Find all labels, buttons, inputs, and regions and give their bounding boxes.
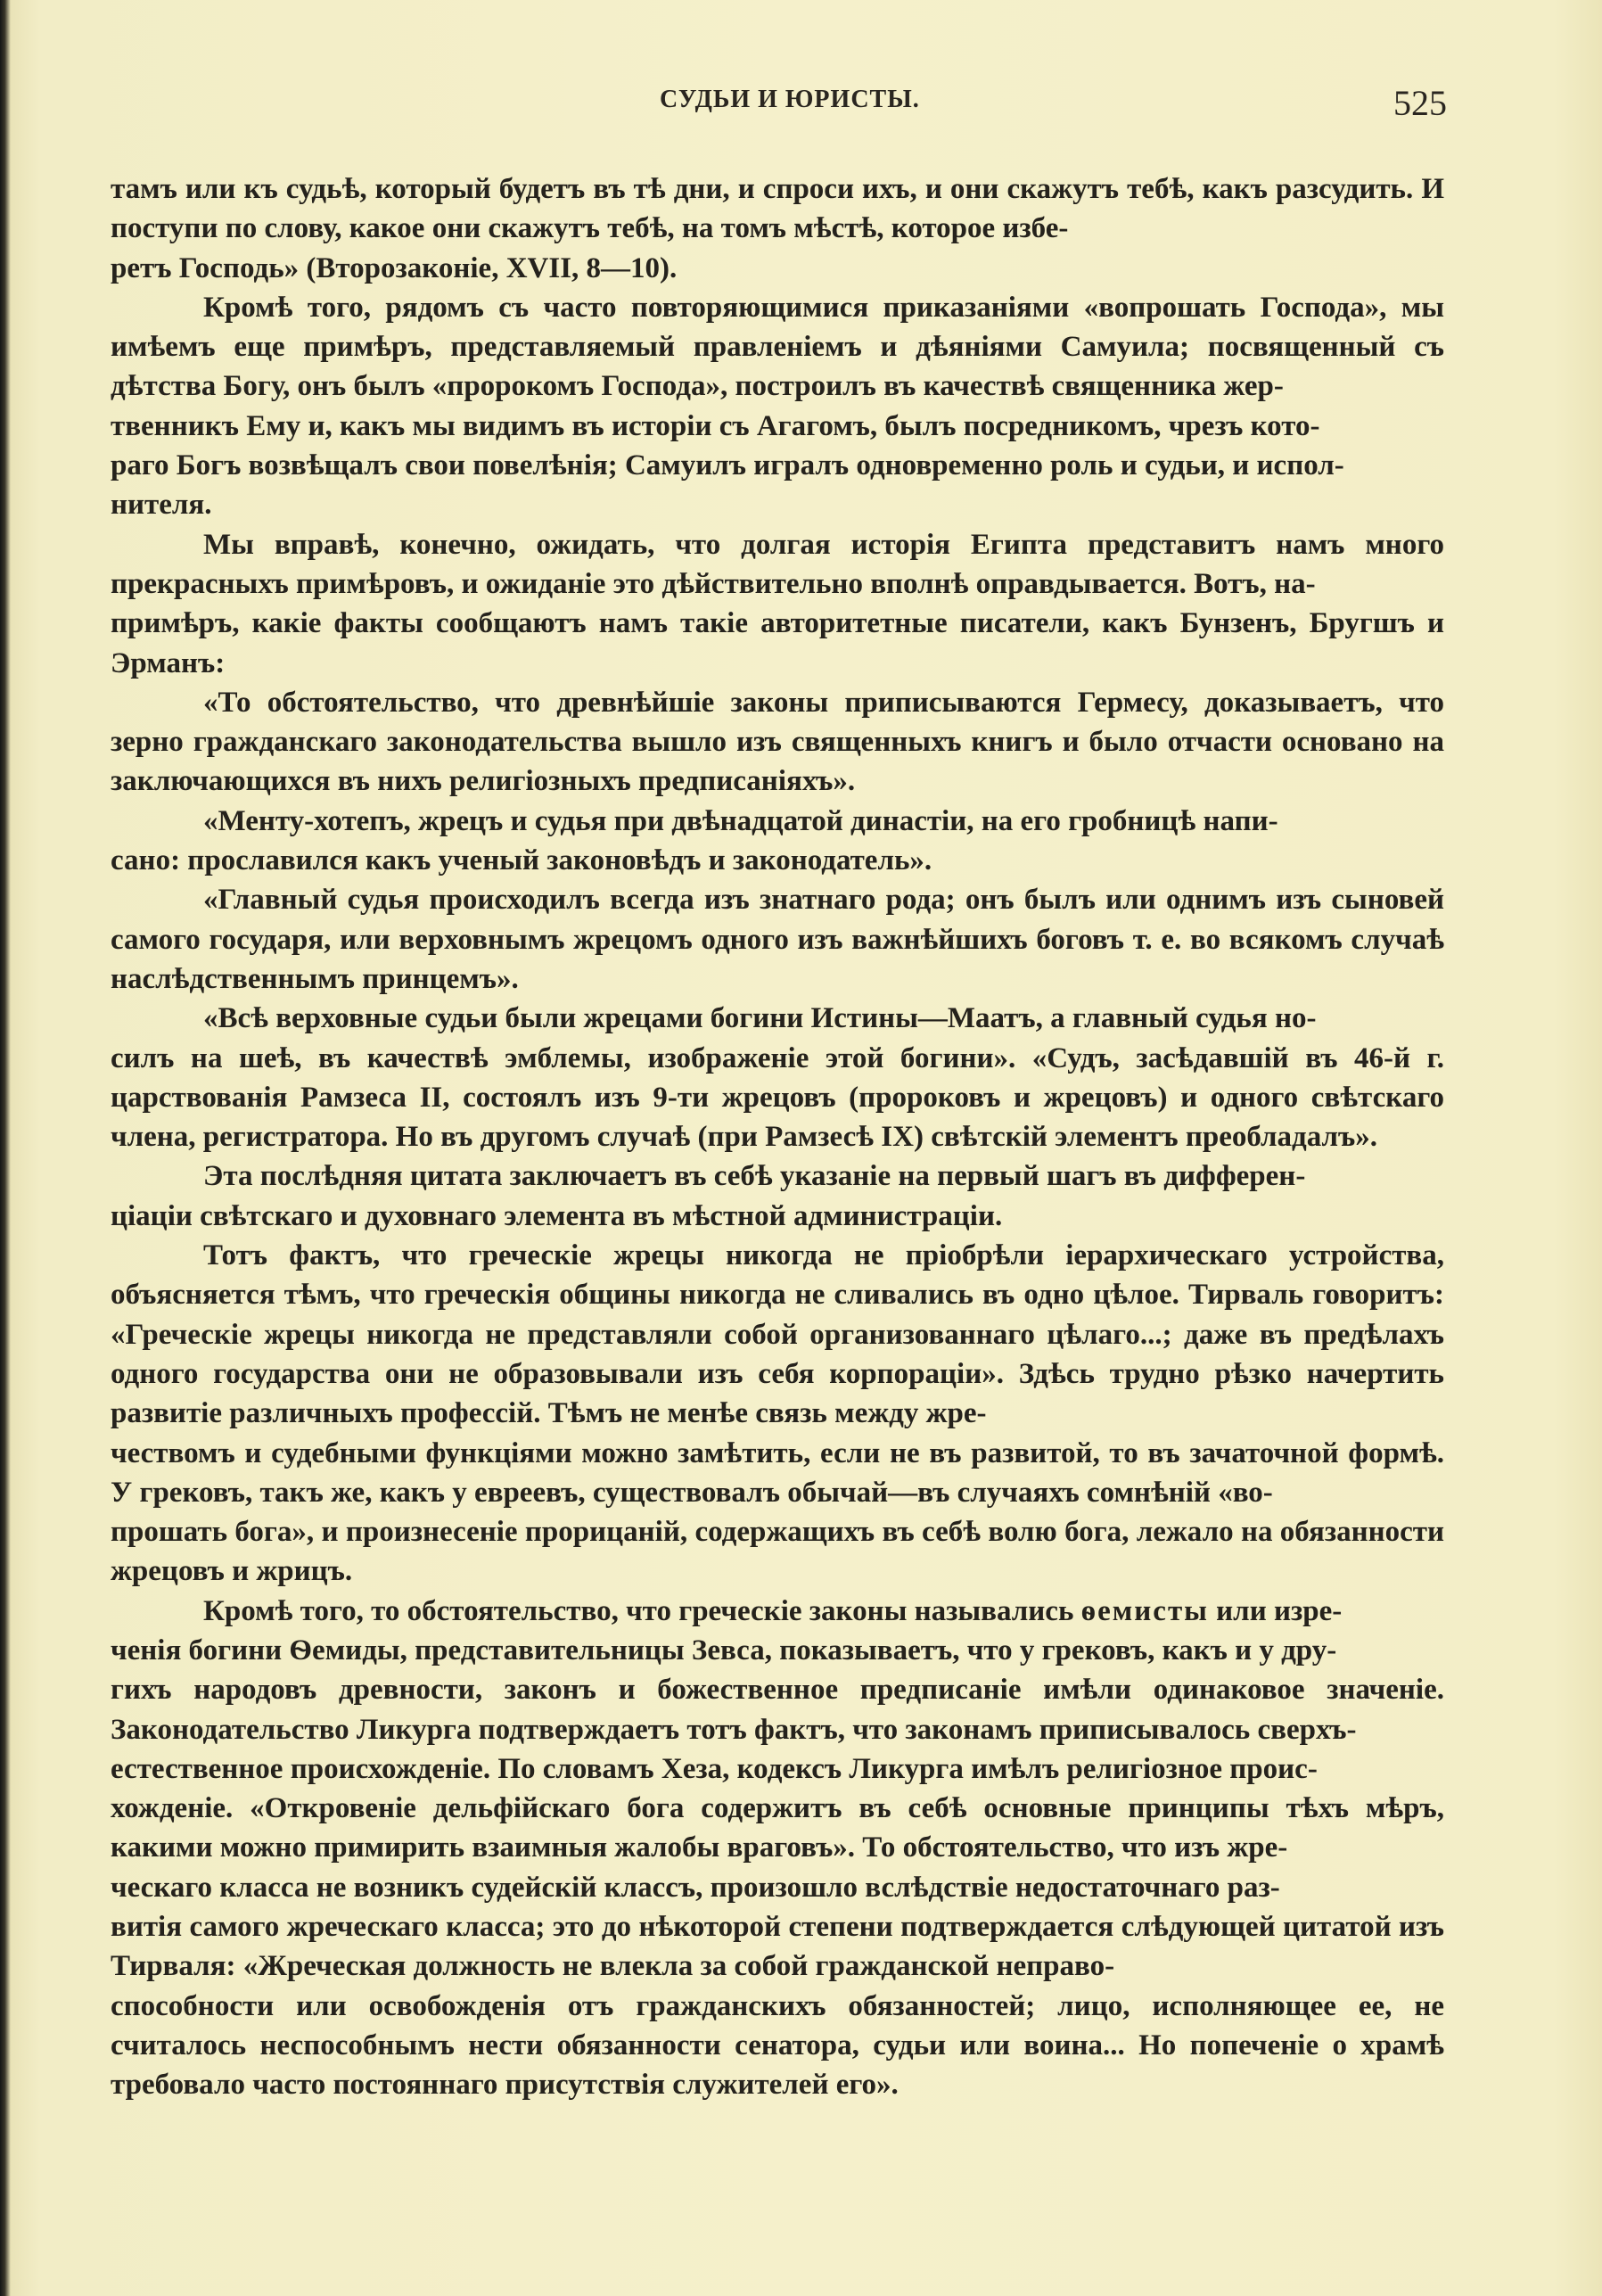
running-title: СУДЬИ И ЮРИСТЫ.: [660, 86, 920, 113]
paragraph: Кромѣ того, рядомъ съ часто повторяющимися приказаніями «вопрошать Господа», мы имѣемъ еще примѣръ, представляемый правленіемъ и дѣяніями Самуила; посвященный съ дѣтства Богу, онъ былъ «пророкомъ Господа», построилъ въ качествѣ священника жер- твенникъ Ему и, какъ мы видимъ въ исторіи съ Агагомъ, былъ посредникомъ, чрезъ кото- раго Богъ возвѣщалъ свои повелѣнія; Самуилъ игралъ одновременно роль и судьи, и испол- нителя.: [111, 291, 1444, 522]
paragraph: Мы вправѣ, конечно, ожидать, что долгая исторія Египта представитъ намъ много прекрасныхъ примѣровъ, и ожиданіе это дѣйствительно вполнѣ оправдывается. Вотъ, на- примѣръ, какіе факты сообщаютъ намъ такіе авторитетные писатели, какъ Бунзенъ, Бругшъ и Эрманъ:: [111, 528, 1444, 679]
paragraph: Эта послѣдняя цитата заключаетъ въ себѣ указаніе на первый шагъ въ дифферен- ціаціи свѣтскаго и духовнаго элемента въ мѣстной администраціи.: [111, 1160, 1306, 1232]
paragraph-text: Кромѣ того, то обстоятельство, что греческіе законы назывались: [203, 1594, 1081, 1627]
quote-paragraph: «Главный судья происходилъ всегда изъ знатнаго рода; онъ былъ или однимъ изъ сыновей самого государя, или верховнымъ жрецомъ одного изъ важнѣйшихъ боговъ т. е. во всякомъ случаѣ наслѣдственнымъ принцемъ».: [111, 884, 1444, 995]
binding-shadow: [0, 0, 11, 2296]
paragraph: Тотъ фактъ, что греческіе жрецы никогда не пріобрѣли іерархическаго устройства, объясняется тѣмъ, что греческія общины никогда не сливались въ одно цѣлое. Тирваль говоритъ: «Греческіе жрецы никогда не представляли собой организованнаго цѣлаго...; даже въ предѣлахъ одного государства они не образовывали изъ себя корпораціи». Здѣсь трудно рѣзко начертить развитіе различныхъ профессій. Тѣмъ не менѣе связь между жре- чествомъ и судебными функціями можно замѣтить, если не въ развитой, то въ зачаточной формѣ. У грековъ, такъ же, какъ у евреевъ, существовалъ обычай—въ случаяхъ сомнѣній «во- прошать бога», и произнесеніе прорицаній, содержащихъ въ себѣ волю бога, лежало на обязанности жрецовъ и жрицъ.: [111, 1239, 1444, 1588]
emphasized-term: ѳемисты: [1080, 1594, 1209, 1627]
body-text: [111, 169, 1444, 2105]
paragraph: [111, 1592, 1444, 2105]
quote-paragraph: «Менту-хотепъ, жрецъ и судья при двѣнадцатой династіи, на его гробницѣ напи- сано: прославился какъ ученый законовѣдъ и законодатель».: [111, 804, 1278, 877]
quote-paragraph: «То обстоятельство, что древнѣйшіе законы приписываются Гермесу, доказываетъ, что зерно гражданскаго законодательства вышло изъ священныхъ книгъ и было отчасти основано на заключающихся въ нихъ религіозныхъ предписаніяхъ».: [111, 686, 1444, 798]
quote-paragraph: «Всѣ верховные судьи были жрецами богини Истины—Маатъ, а главный судья но- силъ на шеѣ, въ качествѣ эмблемы, изображеніе этой богини». «Судъ, засѣдавшій въ 46-й г. царствованія Рамзеса II, состоялъ изъ 9-ти жрецовъ (пророковъ и жрецовъ) и одного свѣтскаго члена, регистратора. Но въ другомъ случаѣ (при Рамзесѣ IX) свѣтскій элементъ преобладалъ».: [111, 1002, 1444, 1154]
page-number: 525: [1393, 83, 1447, 123]
paragraph-text: или изре- ченія богини Ѳемиды, представительницы Зевса, показываетъ, что у грековъ, какъ и у дру- гихъ народовъ древности, законъ и божественное предписаніе имѣли одинаковое значеніе. Законодательство Ликурга подтверждаетъ тотъ фактъ, что законамъ приписывалось сверхъ- естественное происхожденіе. По словамъ Хеза, кодексъ Ликурга имѣлъ религіозное проис- хожденіе. «Откровеніе дельфійскаго бога содержитъ въ себѣ основные принципы тѣхъ мѣръ, какими можно примирить взаимныя жалобы враговъ». То обстоятельство, что изъ жре- ческаго класса не возникъ судейскій классъ, произошло вслѣдствіе недостаточнаго раз- витія самого жреческаго класса; это до нѣкоторой степени подтверждается слѣдующей цитатой изъ Тирваля: «Жреческая должность не влекла за собой гражданской неправо- способности или освобожденія отъ гражданскихъ обязанностей; лицо, исполняющее ее, не считалось неспособнымъ нести обязанности сенатора, судьи или воина... Но попеченіе о храмѣ требовало часто постояннаго присутствія служителей его».: [111, 1594, 1444, 2102]
paragraph: тамъ или къ судьѣ, который будетъ въ тѣ дни, и спроси ихъ, и они скажутъ тебѣ, какъ разсудить. И поступи по слову, какое они скажутъ тебѣ, на томъ мѣстѣ, которое избе- ретъ Господь» (Второзаконіе, XVII, 8—10).: [111, 173, 1444, 284]
